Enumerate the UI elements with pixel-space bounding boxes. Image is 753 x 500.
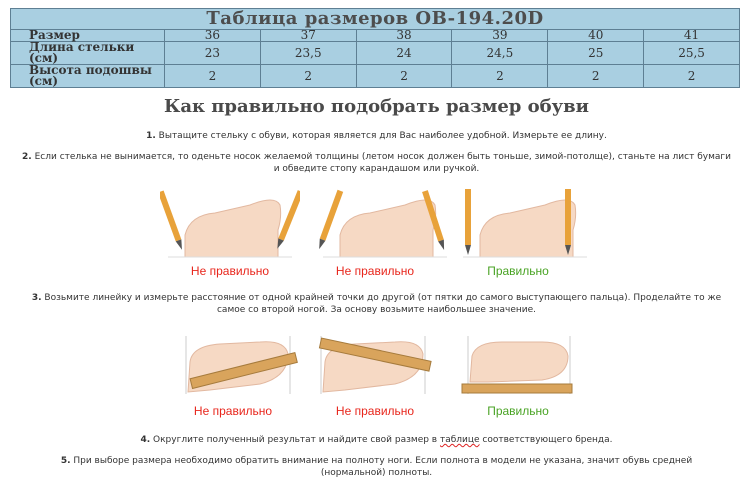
caption-wrong: Не правильно [335,404,415,418]
table-title-row [11,9,740,30]
step-2 [20,151,733,175]
table-cell: 24 [356,42,452,65]
step-text: Округлите полученный результат и найдите свой размер в [150,435,440,445]
table-cell: 2 [260,65,356,88]
row-label: Размер [11,30,165,42]
table-cell: 36 [165,30,261,42]
ruler-measure-right [458,332,583,402]
table-cell: 41 [644,30,740,42]
foot-icon [470,342,568,382]
step-1 [20,130,733,142]
caption-wrong: Не правильно [335,264,415,278]
caption-wrong: Не правильно [190,264,270,278]
foot-icon [185,200,281,257]
table-cell: 2 [452,65,548,88]
foot-tracing-wrong-2 [315,185,455,263]
table-row [11,42,740,65]
foot-tracing-wrong-1 [160,185,300,263]
table-row [11,65,740,88]
foot-tracing-right [455,185,595,263]
step-text: При выборе размера необходимо обратить внимание на полноту ноги. Если полнота в модели не указана, значит обувь средней (нормальной) полноты. [70,456,693,478]
pencil-icon [465,189,471,255]
table-cell: 23 [165,42,261,65]
table-cell: 23,5 [260,42,356,65]
ruler-icon [462,384,572,393]
table-title: Таблица размеров OB-194.20D [11,9,740,30]
step-number: 4. [140,435,151,445]
table-link-text: таблице [439,435,480,445]
step-number: 5. [60,456,71,466]
table-cell: 25 [548,42,644,65]
table-cell: 38 [356,30,452,42]
table-cell: 2 [356,65,452,88]
pencil-icon [316,190,343,250]
table-cell: 39 [452,30,548,42]
step-number: 2. [22,152,32,162]
table-cell: 2 [548,65,644,88]
step-number: 1. [146,131,156,141]
ruler-measure-wrong-2 [315,332,440,402]
row-label: Высота подошвы (см) [11,65,165,88]
step-text: Вытащите стельку с обуви, которая является для Вас наиболее удобной. Измерьте ее длину. [155,131,607,141]
table-cell: 25,5 [644,42,740,65]
step-text: Если стелька не вынимается, то оденьте носок желаемой толщины (летом носок должен быть тоньше, зимой-потолще), станьте на лист бумаги и обведите стопу карандашом или ручкой. [31,152,731,174]
step-5 [60,455,693,479]
step-number: 3. [31,293,42,303]
pencil-icon [160,190,185,250]
table-cell: 40 [548,30,644,42]
size-table [10,8,740,88]
table-cell: 2 [644,65,740,88]
table-cell: 2 [165,65,261,88]
table-cell: 24,5 [452,42,548,65]
step-text: Возьмите линейку и измерьте расстояние от одной крайней точки до другой (от пятки до самого выступающего пальца). Проделайте то же самое со второй ногой. За основу возьмите наибольшее значение. [41,293,722,315]
ruler-measure-wrong-1 [180,332,305,402]
guide-heading: Как правильно подобрать размер обуви [163,96,590,117]
caption-right: Правильно [487,264,549,278]
foot-icon [340,200,436,257]
step-3 [20,292,733,316]
foot-icon [480,200,576,257]
row-label: Длина стельки (см) [11,42,165,65]
pencil-icon [565,189,571,255]
step-4 [20,434,733,446]
step-text: соответствующего бренда. [479,435,613,445]
caption-right: Правильно [487,404,549,418]
caption-wrong: Не правильно [193,404,273,418]
table-cell: 37 [260,30,356,42]
